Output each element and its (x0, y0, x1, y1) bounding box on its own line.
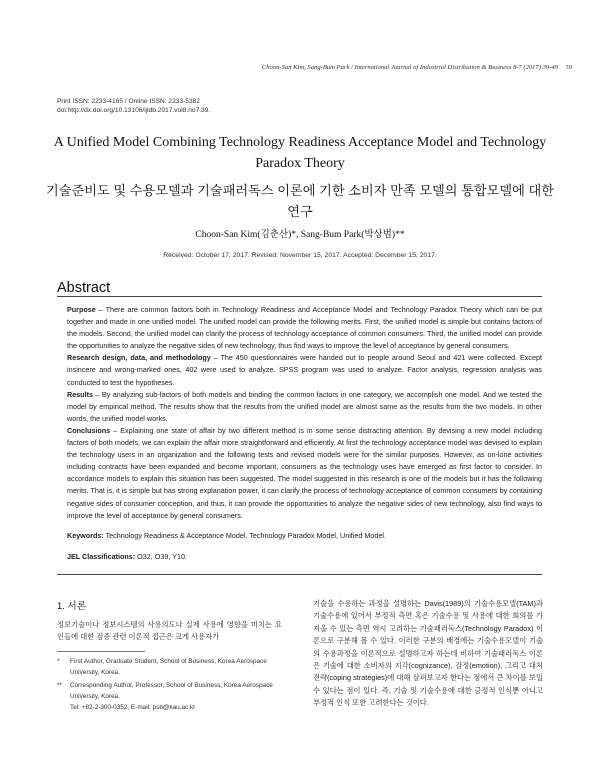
authors: Choon-San Kim(김춘산)*, Sang-Bum Park(박상범)** (195, 230, 405, 240)
abstract-body (67, 304, 542, 522)
footnote-corresponding-author (57, 681, 282, 702)
jel-label: JEL Classifications: (67, 552, 136, 561)
jel-text: O32, O39, Y10. (135, 552, 187, 561)
abstract-conclusions (67, 425, 542, 522)
title-korean: 기술준비도 및 수용모델과 기술패러독스 이론에 기한 소비자 만족 모델의 통합모델에 대한 연구 (46, 183, 554, 219)
keywords (67, 531, 542, 540)
footnote-text: Tel: +82-2-300-0352, E-mail: psb@kau.ac.kr (70, 704, 196, 711)
abstract-results (67, 389, 542, 425)
running-header (0, 64, 572, 71)
conclusions-text: – Explaining one state of affair by two different method is in some sense distracting attention. By devising a new model including factors of both models, we can explain the affair more straightforward and efficiently. At first the technology acceptance model was devised to explain the technology users in an organization and the following tests and revised models were for the similar purposes. However, as on-lone activities including contracts have been expanded and become important, consumers as the technology uses have emerged as first factor to consider. In accordance models to explain this situation has been suggested. The model suggested in this research is one of the models but it has the following merits. That is, it is simple but has strong explanation power, it can clarify the process of technology acceptance of common consumers by containing negative sides of consumer conception, and thus, it can provide the opportunities to analyze the negative sides of new technology, also find ways to improve the level of acceptance by general consumers. (67, 425, 542, 520)
footnote-rule (57, 651, 145, 652)
method-label: Research design, data, and methodology (67, 353, 211, 363)
running-header-text: Choon-San Kim, Sang-Bum Park / International Journal of Industrial Distribution & Business 8-7 (2017) 39-49 (261, 64, 558, 71)
issn-line: Print ISSN: 2233-4165 / Online ISSN: 2233-5382 (57, 98, 200, 105)
abstract-heading: Abstract (57, 280, 111, 296)
doi-line: doi:http://dx.doi.org/10.13106/ijidb.2017.vol8.no7.39. (57, 107, 211, 114)
method-text: – The 450 questionnaires were handed out to people around Seoul and 421 were collected. Except insincere and wrong-marked ones, 402 were used to analyze. SPSS program was used to analyze. Factor analysis, regression analysis was conducted to test the hypotheses. (67, 353, 542, 387)
page-number: 39 (565, 64, 572, 71)
abstract-purpose (67, 304, 542, 352)
abstract-method (67, 352, 542, 388)
footnote-mark: * (57, 658, 60, 665)
results-text: – By analyzing sub-factors of both models and binding the common factors in one category, we accomplish one model. And we tested the model by empirical method. The results show that the results from the unified model are almost same as the results from the two models. In other words, the unified model works. (67, 389, 542, 423)
footnote-text: First Author, Graduate Student, School of Business, Korea Aerospace University, Korea. (70, 658, 267, 676)
purpose-text: – There are common factors both in Technology Readiness and Acceptance Model and Technology Paradox Theory which can be put together and made in one unified model. The unified model can provide the following merits. First, the unified model is simple but contains factors of the models. Second, the unified model can clarify the process of technology acceptance of common consumers. Third, the unified model can provide the opportunities to analyze the negative sides of new technology, thus find ways to improve the level of acceptance by general consumers. (67, 305, 542, 351)
purpose-label: Purpose (67, 305, 96, 314)
abstract-bottom-rule (57, 574, 542, 575)
keywords-label: Keywords: (67, 531, 104, 540)
conclusions-label: Conclusions (67, 425, 111, 435)
jel-classifications (67, 552, 542, 561)
results-label: Results (67, 389, 93, 399)
keywords-text: Technology Readiness & Acceptance Model, Technology Paradox Model, Unified Model. (103, 531, 386, 540)
footnote-text: Corresponding Author, Professor, School of Business, Korea Aerospace University, Korea. (70, 682, 273, 700)
abstract-top-rule (57, 296, 542, 297)
title-english: A Unified Model Combining Technology Readiness Acceptance Model and Technology Paradox Theory (53, 135, 547, 171)
section-heading: 1. 서론 (57, 601, 86, 612)
issn-block (57, 97, 210, 115)
footnote-first-author (57, 657, 282, 678)
footnote-mark: ** (57, 682, 62, 689)
body-right-column: 기술을 수용하는 과정을 설명하는 Davis(1989)의 기술수용모델(TAM)과 기술수용에 있어서 부정적 측면 혹은 기술수용 및 사용에 대한 회의를 가져올 수 있는 측면 역시 고려하는 기술패러독스(Technology Paradox) 이론으로 구분해 볼 수 있다. 이러한 구분의 배경에는 기술수용모델이 기술의 수용과정을 이론적으로 설명하고자 하는데 비하여 기술패러독스 이론은 기술에 대한 소비자의 지각(cognizance), 감정(emotion), 그리고 대처전략(coping strategies)에 대해 살펴보고자 한다는 점에서 큰 차이를 보일 수 있다는 점이 있다. 즉, 기술 및 기술수용에 대한 긍정적 인식뿐 아니고 부정적 인식 또한 고려한다는 것이다. (313, 599, 543, 708)
footnote-contact (57, 703, 282, 714)
body-left-column: 정보기술이나 정보시스템의 사용의도나 실제 사용에 영향을 미치는 요인들에 대한 검증 관련 이론적 접근은 크게 사용자가 (57, 620, 282, 641)
received-dates: Received: October 17, 2017. Revised: November 15, 2017. Accepted: December 15, 2017. (163, 252, 437, 259)
